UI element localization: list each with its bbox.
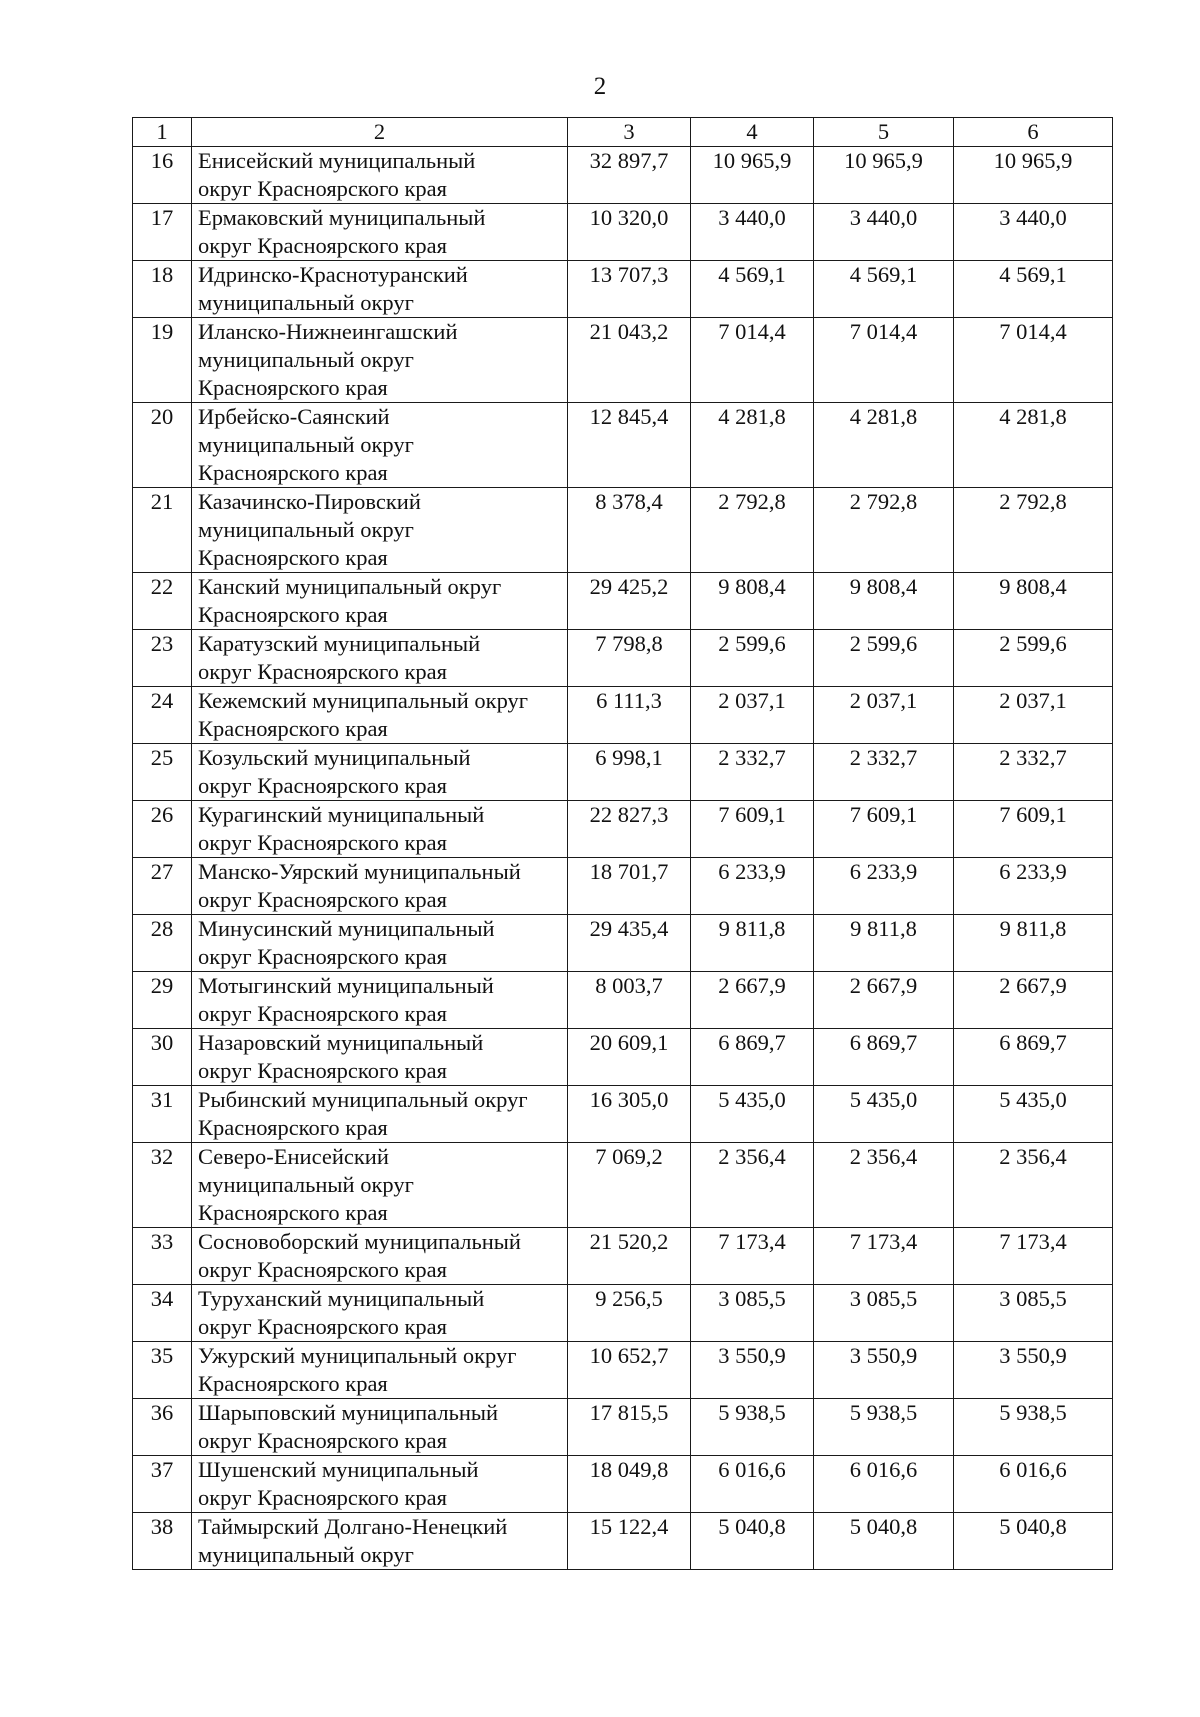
row-number-cell: 18 bbox=[133, 261, 192, 318]
value-col6-cell: 6 233,9 bbox=[954, 858, 1113, 915]
municipality-name-cell: Каратузский муниципальный округ Красноярского края bbox=[192, 630, 568, 687]
value-col3-cell: 18 701,7 bbox=[568, 858, 691, 915]
value-col6-cell: 7 014,4 bbox=[954, 318, 1113, 403]
value-col5-cell: 6 869,7 bbox=[814, 1029, 954, 1086]
value-col3-cell: 29 425,2 bbox=[568, 573, 691, 630]
value-col5-cell: 9 808,4 bbox=[814, 573, 954, 630]
value-col4-cell: 2 037,1 bbox=[691, 687, 814, 744]
value-col4-cell: 5 040,8 bbox=[691, 1513, 814, 1570]
value-col4-cell: 9 808,4 bbox=[691, 573, 814, 630]
value-col3-cell: 18 049,8 bbox=[568, 1456, 691, 1513]
value-col5-cell: 7 173,4 bbox=[814, 1228, 954, 1285]
row-number-cell: 20 bbox=[133, 403, 192, 488]
value-col6-cell: 5 435,0 bbox=[954, 1086, 1113, 1143]
value-col6-cell: 5 938,5 bbox=[954, 1399, 1113, 1456]
row-number-cell: 29 bbox=[133, 972, 192, 1029]
row-number-cell: 30 bbox=[133, 1029, 192, 1086]
value-col4-cell: 7 014,4 bbox=[691, 318, 814, 403]
value-col6-cell: 2 667,9 bbox=[954, 972, 1113, 1029]
value-col4-cell: 7 173,4 bbox=[691, 1228, 814, 1285]
municipality-name-cell: Ирбейско-Саянский муниципальный округ Красноярского края bbox=[192, 403, 568, 488]
value-col4-cell: 6 869,7 bbox=[691, 1029, 814, 1086]
value-col5-cell: 7 609,1 bbox=[814, 801, 954, 858]
table-row bbox=[133, 261, 1113, 318]
row-number-cell: 22 bbox=[133, 573, 192, 630]
table-row bbox=[133, 1456, 1113, 1513]
column-number-4: 4 bbox=[691, 118, 814, 147]
table-row bbox=[133, 1513, 1113, 1570]
table-row bbox=[133, 801, 1113, 858]
value-col6-cell: 3 085,5 bbox=[954, 1285, 1113, 1342]
value-col3-cell: 22 827,3 bbox=[568, 801, 691, 858]
value-col4-cell: 2 332,7 bbox=[691, 744, 814, 801]
value-col5-cell: 6 233,9 bbox=[814, 858, 954, 915]
value-col3-cell: 6 998,1 bbox=[568, 744, 691, 801]
value-col6-cell: 5 040,8 bbox=[954, 1513, 1113, 1570]
value-col5-cell: 2 792,8 bbox=[814, 488, 954, 573]
value-col4-cell: 7 609,1 bbox=[691, 801, 814, 858]
municipality-name-cell: Идринско-Краснотуранский муниципальный округ bbox=[192, 261, 568, 318]
value-col4-cell: 6 233,9 bbox=[691, 858, 814, 915]
value-col3-cell: 21 520,2 bbox=[568, 1228, 691, 1285]
table-row bbox=[133, 915, 1113, 972]
row-number-cell: 16 bbox=[133, 147, 192, 204]
table-row bbox=[133, 403, 1113, 488]
municipality-name-cell: Ужурский муниципальный округ Красноярского края bbox=[192, 1342, 568, 1399]
row-number-cell: 38 bbox=[133, 1513, 192, 1570]
value-col4-cell: 5 938,5 bbox=[691, 1399, 814, 1456]
value-col5-cell: 3 550,9 bbox=[814, 1342, 954, 1399]
value-col6-cell: 4 569,1 bbox=[954, 261, 1113, 318]
value-col5-cell: 2 332,7 bbox=[814, 744, 954, 801]
page-number: 2 bbox=[593, 73, 607, 100]
row-number-cell: 31 bbox=[133, 1086, 192, 1143]
value-col6-cell: 7 173,4 bbox=[954, 1228, 1113, 1285]
value-col6-cell: 6 016,6 bbox=[954, 1456, 1113, 1513]
value-col3-cell: 21 043,2 bbox=[568, 318, 691, 403]
value-col6-cell: 2 332,7 bbox=[954, 744, 1113, 801]
municipality-name-cell: Казачинско-Пировский муниципальный округ Красноярского края bbox=[192, 488, 568, 573]
table-row bbox=[133, 687, 1113, 744]
row-number-cell: 37 bbox=[133, 1456, 192, 1513]
value-col5-cell: 4 569,1 bbox=[814, 261, 954, 318]
value-col5-cell: 3 085,5 bbox=[814, 1285, 954, 1342]
value-col5-cell: 4 281,8 bbox=[814, 403, 954, 488]
municipality-name-cell: Кежемский муниципальный округ Красноярского края bbox=[192, 687, 568, 744]
value-col5-cell: 6 016,6 bbox=[814, 1456, 954, 1513]
value-col6-cell: 3 440,0 bbox=[954, 204, 1113, 261]
column-number-2: 2 bbox=[192, 118, 568, 147]
table-row bbox=[133, 204, 1113, 261]
value-col3-cell: 13 707,3 bbox=[568, 261, 691, 318]
value-col6-cell: 2 037,1 bbox=[954, 687, 1113, 744]
row-number-cell: 19 bbox=[133, 318, 192, 403]
column-number-3: 3 bbox=[568, 118, 691, 147]
row-number-cell: 23 bbox=[133, 630, 192, 687]
value-col3-cell: 9 256,5 bbox=[568, 1285, 691, 1342]
municipality-name-cell: Шарыповский муниципальный округ Красноярского края bbox=[192, 1399, 568, 1456]
value-col5-cell: 5 938,5 bbox=[814, 1399, 954, 1456]
column-number-row bbox=[133, 118, 1113, 147]
value-col6-cell: 10 965,9 bbox=[954, 147, 1113, 204]
value-col3-cell: 15 122,4 bbox=[568, 1513, 691, 1570]
table-row bbox=[133, 147, 1113, 204]
row-number-cell: 34 bbox=[133, 1285, 192, 1342]
municipality-name-cell: Туруханский муниципальный округ Красноярского края bbox=[192, 1285, 568, 1342]
value-col5-cell: 7 014,4 bbox=[814, 318, 954, 403]
municipality-name-cell: Ермаковский муниципальный округ Красноярского края bbox=[192, 204, 568, 261]
value-col4-cell: 2 356,4 bbox=[691, 1143, 814, 1228]
municipality-name-cell: Канский муниципальный округ Красноярского края bbox=[192, 573, 568, 630]
value-col3-cell: 8 003,7 bbox=[568, 972, 691, 1029]
table-row bbox=[133, 488, 1113, 573]
value-col5-cell: 2 667,9 bbox=[814, 972, 954, 1029]
value-col3-cell: 6 111,3 bbox=[568, 687, 691, 744]
value-col6-cell: 3 550,9 bbox=[954, 1342, 1113, 1399]
value-col5-cell: 10 965,9 bbox=[814, 147, 954, 204]
municipality-name-cell: Енисейский муниципальный округ Красноярского края bbox=[192, 147, 568, 204]
value-col6-cell: 4 281,8 bbox=[954, 403, 1113, 488]
municipality-name-cell: Шушенский муниципальный округ Красноярского края bbox=[192, 1456, 568, 1513]
municipality-name-cell: Мотыгинский муниципальный округ Красноярского края bbox=[192, 972, 568, 1029]
table-row bbox=[133, 858, 1113, 915]
municipality-name-cell: Иланско-Нижнеингашский муниципальный округ Красноярского края bbox=[192, 318, 568, 403]
row-number-cell: 36 bbox=[133, 1399, 192, 1456]
table-row bbox=[133, 972, 1113, 1029]
table-body bbox=[133, 147, 1113, 1570]
value-col3-cell: 16 305,0 bbox=[568, 1086, 691, 1143]
value-col6-cell: 2 599,6 bbox=[954, 630, 1113, 687]
table-row bbox=[133, 744, 1113, 801]
table-row bbox=[133, 1399, 1113, 1456]
table-row bbox=[133, 1029, 1113, 1086]
row-number-cell: 28 bbox=[133, 915, 192, 972]
value-col3-cell: 12 845,4 bbox=[568, 403, 691, 488]
row-number-cell: 24 bbox=[133, 687, 192, 744]
value-col3-cell: 10 652,7 bbox=[568, 1342, 691, 1399]
value-col4-cell: 3 550,9 bbox=[691, 1342, 814, 1399]
value-col4-cell: 3 085,5 bbox=[691, 1285, 814, 1342]
column-number-5: 5 bbox=[814, 118, 954, 147]
value-col4-cell: 9 811,8 bbox=[691, 915, 814, 972]
municipality-name-cell: Рыбинский муниципальный округ Красноярского края bbox=[192, 1086, 568, 1143]
municipality-name-cell: Таймырский Долгано-Ненецкий муниципальный округ bbox=[192, 1513, 568, 1570]
municipality-name-cell: Минусинский муниципальный округ Красноярского края bbox=[192, 915, 568, 972]
municipality-name-cell: Сосновоборский муниципальный округ Красноярского края bbox=[192, 1228, 568, 1285]
value-col3-cell: 8 378,4 bbox=[568, 488, 691, 573]
table-row bbox=[133, 1143, 1113, 1228]
municipality-name-cell: Козульский муниципальный округ Красноярского края bbox=[192, 744, 568, 801]
value-col3-cell: 10 320,0 bbox=[568, 204, 691, 261]
row-number-cell: 33 bbox=[133, 1228, 192, 1285]
value-col6-cell: 7 609,1 bbox=[954, 801, 1113, 858]
value-col3-cell: 17 815,5 bbox=[568, 1399, 691, 1456]
value-col4-cell: 10 965,9 bbox=[691, 147, 814, 204]
table-row bbox=[133, 1086, 1113, 1143]
value-col5-cell: 9 811,8 bbox=[814, 915, 954, 972]
row-number-cell: 32 bbox=[133, 1143, 192, 1228]
value-col6-cell: 6 869,7 bbox=[954, 1029, 1113, 1086]
value-col3-cell: 7 069,2 bbox=[568, 1143, 691, 1228]
municipality-name-cell: Северо-Енисейский муниципальный округ Красноярского края bbox=[192, 1143, 568, 1228]
value-col5-cell: 2 356,4 bbox=[814, 1143, 954, 1228]
value-col3-cell: 29 435,4 bbox=[568, 915, 691, 972]
table-row bbox=[133, 1228, 1113, 1285]
value-col4-cell: 4 281,8 bbox=[691, 403, 814, 488]
value-col4-cell: 4 569,1 bbox=[691, 261, 814, 318]
value-col5-cell: 5 040,8 bbox=[814, 1513, 954, 1570]
row-number-cell: 35 bbox=[133, 1342, 192, 1399]
column-number-6: 6 bbox=[954, 118, 1113, 147]
value-col3-cell: 20 609,1 bbox=[568, 1029, 691, 1086]
value-col4-cell: 2 599,6 bbox=[691, 630, 814, 687]
municipality-name-cell: Курагинский муниципальный округ Красноярского края bbox=[192, 801, 568, 858]
row-number-cell: 27 bbox=[133, 858, 192, 915]
municipality-name-cell: Манско-Уярский муниципальный округ Красноярского края bbox=[192, 858, 568, 915]
value-col6-cell: 9 811,8 bbox=[954, 915, 1113, 972]
column-number-1: 1 bbox=[133, 118, 192, 147]
value-col4-cell: 5 435,0 bbox=[691, 1086, 814, 1143]
value-col6-cell: 9 808,4 bbox=[954, 573, 1113, 630]
municipality-name-cell: Назаровский муниципальный округ Красноярского края bbox=[192, 1029, 568, 1086]
table-row bbox=[133, 1285, 1113, 1342]
table-row bbox=[133, 318, 1113, 403]
value-col6-cell: 2 792,8 bbox=[954, 488, 1113, 573]
table-row bbox=[133, 630, 1113, 687]
value-col4-cell: 2 667,9 bbox=[691, 972, 814, 1029]
value-col5-cell: 2 037,1 bbox=[814, 687, 954, 744]
value-col4-cell: 3 440,0 bbox=[691, 204, 814, 261]
row-number-cell: 26 bbox=[133, 801, 192, 858]
value-col5-cell: 5 435,0 bbox=[814, 1086, 954, 1143]
value-col5-cell: 3 440,0 bbox=[814, 204, 954, 261]
value-col3-cell: 7 798,8 bbox=[568, 630, 691, 687]
row-number-cell: 21 bbox=[133, 488, 192, 573]
value-col4-cell: 2 792,8 bbox=[691, 488, 814, 573]
row-number-cell: 17 bbox=[133, 204, 192, 261]
table-row bbox=[133, 573, 1113, 630]
table-row bbox=[133, 1342, 1113, 1399]
value-col5-cell: 2 599,6 bbox=[814, 630, 954, 687]
allocation-table bbox=[132, 117, 1113, 1570]
value-col4-cell: 6 016,6 bbox=[691, 1456, 814, 1513]
row-number-cell: 25 bbox=[133, 744, 192, 801]
value-col6-cell: 2 356,4 bbox=[954, 1143, 1113, 1228]
value-col3-cell: 32 897,7 bbox=[568, 147, 691, 204]
